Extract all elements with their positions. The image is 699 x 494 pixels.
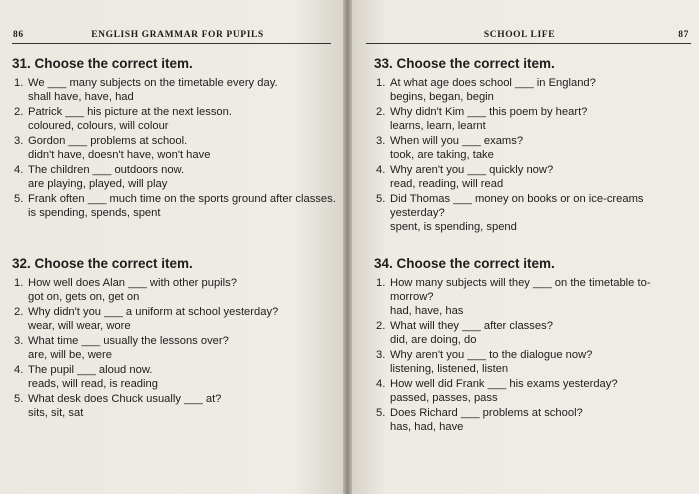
item-options: reads, will read, is reading [28, 377, 158, 390]
item-question: Why aren't you ___ to the dialogue now? [390, 349, 593, 362]
header-rule [366, 43, 691, 44]
item-question: How well did Frank ___ his exams yesterday? [390, 377, 618, 390]
item-options: begins, began, begin [390, 91, 494, 104]
item-number: 3. [376, 134, 386, 147]
exercise-items [12, 276, 337, 420]
item-options: did, are doing, do [390, 334, 477, 347]
right-page [352, 0, 699, 494]
item-question: How many subjects will they ___ on the timetable to-morrow? [390, 277, 651, 304]
item-number: 1. [14, 77, 24, 89]
item-number: 1. [376, 77, 386, 89]
exercise-title: 31. Choose the correct item. [12, 56, 193, 71]
exercise-item [12, 163, 337, 191]
exercise-item [12, 334, 337, 362]
item-options: had, have, has [390, 305, 464, 318]
exercise-item [374, 348, 692, 376]
exercise-item [374, 134, 692, 162]
exercise-item [12, 105, 337, 133]
item-options: learns, learn, learnt [390, 120, 486, 133]
item-number: 4. [14, 363, 24, 376]
item-question: Frank often ___ much time on the sports ground after classes. [28, 192, 336, 205]
item-question: What time ___ usually the lessons over? [28, 334, 229, 347]
item-question: Gordon ___ problems at school. [28, 134, 188, 147]
item-number: 1. [14, 277, 24, 289]
item-options: sits, sit, sat [28, 406, 84, 419]
item-question: The children ___ outdoors now. [28, 163, 185, 176]
item-number: 2. [376, 105, 386, 118]
page-number: 87 [678, 30, 689, 40]
exercise-items [374, 276, 692, 434]
exercise-item [374, 105, 692, 133]
item-question: Why aren't you ___ quickly now? [390, 163, 554, 176]
item-question: What desk does Chuck usually ___ at? [28, 392, 222, 405]
item-question: We ___ many subjects on the timetable every day. [28, 77, 278, 89]
book-gutter [343, 0, 352, 494]
exercise-title: 32. Choose the correct item. [12, 256, 193, 271]
exercise-item [12, 363, 337, 391]
item-number: 5. [376, 192, 386, 205]
left-page-header [0, 30, 343, 44]
item-options: spent, is spending, spend [390, 221, 517, 234]
header-rule [12, 43, 331, 44]
item-number: 3. [376, 349, 386, 362]
exercise-item [12, 192, 337, 220]
page-number: 86 [13, 30, 24, 40]
item-number: 1. [376, 277, 386, 289]
exercise-31 [12, 56, 337, 221]
exercise-item [12, 76, 337, 104]
item-options: got on, gets on, get on [28, 291, 140, 304]
item-options: has, had, have [390, 421, 464, 434]
item-question: Does Richard ___ problems at school? [390, 406, 583, 419]
item-number: 3. [14, 334, 24, 347]
left-page [0, 0, 343, 494]
item-options: shall have, have, had [28, 91, 134, 104]
exercise-item [374, 276, 692, 319]
exercise-item [12, 134, 337, 162]
exercise-item [374, 192, 692, 235]
item-number: 4. [376, 377, 386, 390]
item-number: 5. [14, 392, 24, 405]
item-question: Why didn't you ___ a uniform at school yesterday? [28, 305, 279, 318]
exercise-title: 34. Choose the correct item. [374, 256, 555, 271]
exercise-33 [374, 56, 692, 235]
item-number: 5. [376, 406, 386, 419]
item-question: What will they ___ after classes? [390, 320, 553, 333]
item-question: Patrick ___ his picture at the next lesson. [28, 105, 232, 118]
item-options: listening, listened, listen [390, 363, 509, 376]
exercise-items [374, 76, 692, 234]
item-number: 2. [14, 105, 24, 118]
item-number: 4. [14, 163, 24, 176]
item-options: wear, will wear, wore [28, 320, 131, 333]
item-number: 4. [376, 163, 386, 176]
item-number: 2. [376, 320, 386, 333]
item-options: is spending, spends, spent [28, 206, 161, 219]
exercise-item [12, 392, 337, 420]
item-options: coloured, colours, will colour [28, 120, 169, 133]
exercise-item [12, 276, 337, 304]
item-question: How well does Alan ___ with other pupils? [28, 277, 237, 289]
exercise-item [374, 76, 692, 104]
exercise-item [374, 163, 692, 191]
exercise-items [12, 76, 337, 220]
item-question: Why didn't Kim ___ this poem by heart? [390, 105, 588, 118]
item-options: passed, passes, pass [390, 392, 498, 405]
exercise-item [374, 406, 692, 434]
item-options: took, are taking, take [390, 149, 494, 162]
item-number: 3. [14, 134, 24, 147]
exercise-34 [374, 256, 692, 435]
item-number: 5. [14, 192, 24, 205]
item-question: The pupil ___ aloud now. [28, 363, 153, 376]
item-options: didn't have, doesn't have, won't have [28, 149, 211, 162]
item-number: 2. [14, 305, 24, 318]
exercise-item [374, 319, 692, 347]
exercise-32 [12, 256, 337, 421]
exercise-item [12, 305, 337, 333]
item-options: are playing, played, will play [28, 177, 168, 190]
running-head: ENGLISH GRAMMAR FOR PUPILS [91, 30, 264, 40]
item-options: read, reading, will read [390, 177, 504, 190]
item-options: are, will be, were [28, 349, 112, 362]
item-question: Did Thomas ___ money on books or on ice-creams yesterday? [390, 192, 644, 219]
exercise-title: 33. Choose the correct item. [374, 56, 555, 71]
item-question: At what age does school ___ in England? [390, 77, 596, 89]
item-question: When will you ___ exams? [390, 134, 524, 147]
running-head: SCHOOL LIFE [483, 30, 556, 40]
right-page-header [352, 30, 699, 44]
exercise-item [374, 377, 692, 405]
